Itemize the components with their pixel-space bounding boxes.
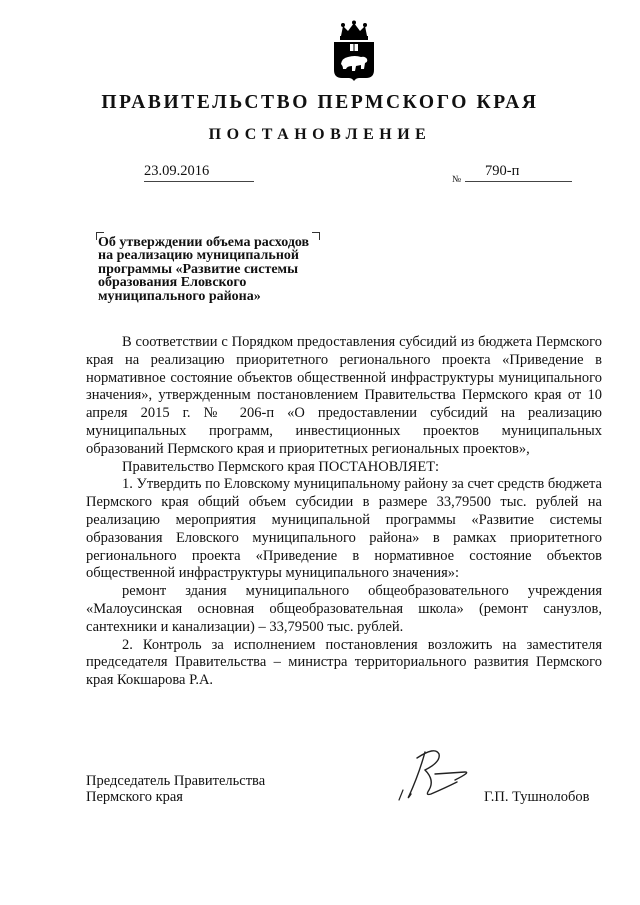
handwritten-signature — [395, 744, 477, 804]
government-title: ПРАВИТЕЛЬСТВО ПЕРМСКОГО КРАЯ — [101, 92, 539, 113]
document-subject — [98, 236, 348, 303]
body-paragraph: В соответствии с Порядком предоставления субсидий из бюджета Пермского края на реализацию приоритетного регионального проекта «Приведение в нормативное состояние объектов общественной инфраструктуры муниципального значения», утвержденным постановлением Правительства Пермского края от 10 апреля 2015 г. № 206-п «О предоставлении субсидий на реализацию муниципальных программ, инвестиционных проектов муниципальных образований Пермского края и приоритетных региональных проектов», — [86, 334, 602, 457]
number-sign: № — [452, 175, 462, 185]
document-type: ПОСТАНОВЛЕНИЕ — [208, 126, 432, 143]
subject-line: Об утверждении объема расходов — [98, 235, 310, 250]
subject-line: образования Еловского — [98, 275, 247, 291]
document-body — [86, 334, 602, 690]
signer-name: Г.П. Тушнолобов — [484, 789, 590, 805]
body-paragraph: Правительство Пермского края ПОСТАНОВЛЯЕТ: — [122, 458, 440, 475]
body-paragraph: 1. Утвердить по Еловскому муниципальному району за счет средств бюджета Пермского края общий объем субсидии в размере 33,79500 тыс. рублей на реализацию мероприятия муниципальной программы «Развитие системы образования Еловского муниципального района» в рамках приоритетного регионального проекта «Приведение в нормативное состояние объектов общественной инфраструктуры муниципального значения»: — [86, 476, 602, 582]
document-number: 790-п — [465, 163, 572, 182]
signer-position-line: Председатель Правительства — [86, 773, 266, 789]
signer-position — [86, 773, 265, 805]
signer-position-line: Пермского края — [86, 789, 183, 805]
coat-of-arms-icon — [331, 20, 377, 82]
body-paragraph: ремонт здания муниципального общеобразовательного учреждения «Малоусинская основная общеобразовательная школа» (ремонт санузлов, сантехники и канализации) – 33,79500 тыс. рублей. — [86, 583, 602, 635]
subject-line: муниципального района» — [98, 288, 261, 304]
subject-line: программы «Развитие системы — [98, 261, 299, 277]
subject-line: на реализацию муниципальной — [98, 248, 299, 264]
document-date: 23.09.2016 — [144, 163, 254, 182]
body-paragraph: 2. Контроль за исполнением постановления возложить на заместителя председателя Правительства – министра территориального развития Пермского края Кокшарова Р.А. — [86, 636, 602, 689]
